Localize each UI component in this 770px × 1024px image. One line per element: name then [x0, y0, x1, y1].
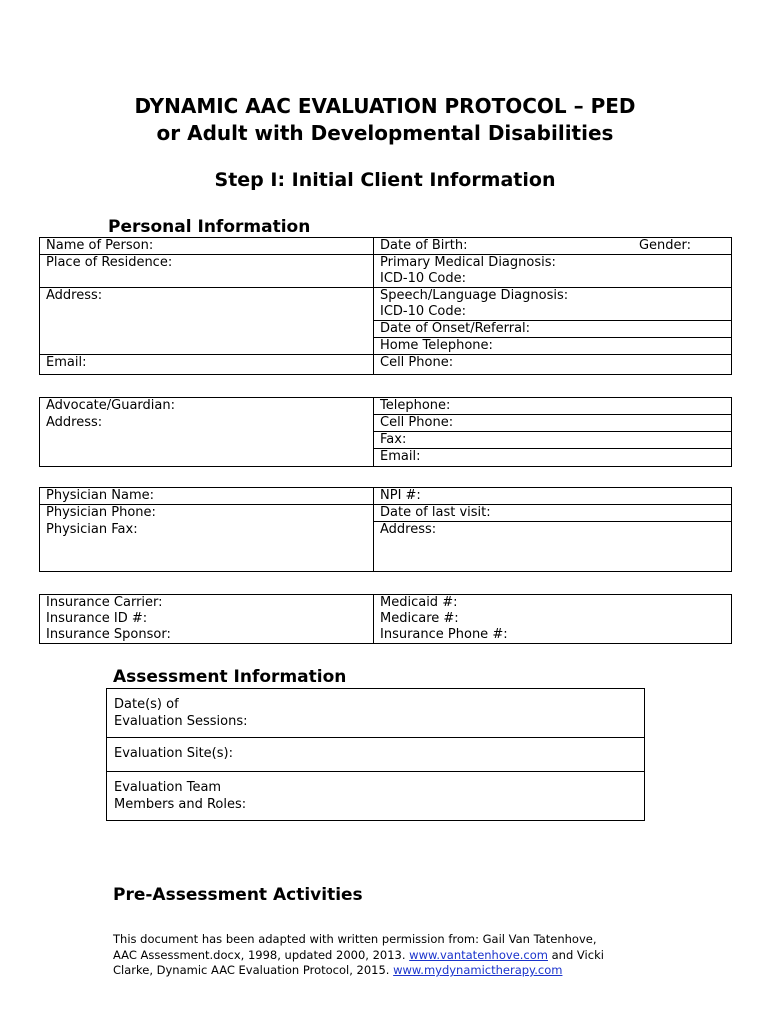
- label: Medicare #:: [380, 611, 459, 626]
- label: Speech/Language Diagnosis:: [380, 288, 569, 303]
- label: Evaluation Site(s):: [114, 746, 233, 761]
- label: Medicaid #:: [380, 595, 458, 610]
- title-line-1: DYNAMIC AAC EVALUATION PROTOCOL – PED: [134, 94, 636, 118]
- label: Date of Birth:: [380, 238, 468, 253]
- telephone-field[interactable]: [374, 398, 732, 415]
- label: Home Telephone:: [380, 338, 493, 353]
- insurance-sponsor-field[interactable]: [40, 627, 374, 644]
- advocate-table: [39, 397, 732, 467]
- label: ICD-10 Code:: [380, 304, 466, 319]
- address-field[interactable]: [40, 288, 374, 355]
- label: Place of Residence:: [46, 255, 173, 270]
- residence-field[interactable]: [40, 255, 374, 288]
- label: Date of Onset/Referral:: [380, 321, 531, 336]
- physician-fax-field[interactable]: [40, 522, 374, 572]
- title-line-2: or Adult with Developmental Disabilities: [156, 121, 614, 145]
- physician-name-field[interactable]: [40, 488, 374, 505]
- label: Insurance Phone #:: [380, 627, 508, 642]
- icd-code-2-field[interactable]: [374, 304, 732, 321]
- label: Date(s) of: [114, 697, 179, 712]
- label: Email:: [46, 355, 87, 370]
- physician-address-field[interactable]: [374, 522, 732, 572]
- evaluation-site-field[interactable]: [107, 738, 645, 772]
- label: Evaluation Sessions:: [114, 714, 248, 729]
- label: Email:: [380, 449, 421, 464]
- assessment-table: [106, 688, 645, 821]
- label: Insurance ID #:: [46, 611, 148, 626]
- medicaid-field[interactable]: [374, 595, 732, 612]
- label: Members and Roles:: [114, 797, 247, 812]
- insurance-id-field[interactable]: [40, 611, 374, 627]
- footer-text: AAC Assessment.docx, 1998, updated 2000, 2013.: [113, 947, 410, 962]
- evaluation-team-field[interactable]: [107, 772, 645, 821]
- label: Evaluation Team: [114, 780, 222, 795]
- email-field[interactable]: [40, 355, 374, 375]
- footer-text: and Vicki: [547, 947, 604, 962]
- personal-info-table: [39, 237, 732, 375]
- pre-assessment-heading: Pre-Assessment Activities: [113, 885, 363, 905]
- insurance-table: [39, 594, 732, 644]
- evaluation-dates-field[interactable]: [107, 689, 645, 738]
- label: Physician Fax:: [46, 521, 138, 537]
- medicare-field[interactable]: [374, 611, 732, 627]
- label: Name of Person:: [46, 238, 154, 253]
- icd-code-1-field[interactable]: [374, 271, 732, 288]
- document-title: [0, 93, 770, 147]
- physician-table: [39, 487, 732, 572]
- npi-field[interactable]: [374, 488, 732, 505]
- footer-line-2: [113, 948, 673, 964]
- assessment-info-heading: Assessment Information: [113, 667, 347, 687]
- label: Date of last visit:: [380, 505, 491, 520]
- footer-text: Clarke, Dynamic AAC Evaluation Protocol, 2015.: [113, 963, 394, 977]
- primary-diagnosis-field[interactable]: [374, 255, 732, 272]
- footer-line-1: This document has been adapted with written permission from: Gail Van Tatenhove,: [113, 932, 597, 946]
- label: Insurance Carrier:: [46, 595, 163, 610]
- advocate-address-field[interactable]: [40, 415, 374, 467]
- label: Physician Name:: [46, 488, 154, 503]
- advocate-fax-field[interactable]: [374, 432, 732, 449]
- last-visit-field[interactable]: [374, 505, 732, 522]
- mydynamictherapy-link[interactable]: www.mydynamictherapy.com: [393, 963, 563, 977]
- label: ICD-10 Code:: [380, 271, 466, 286]
- label: Fax:: [380, 432, 407, 447]
- label: Primary Medical Diagnosis:: [380, 255, 556, 270]
- label: Physician Phone:: [46, 505, 156, 520]
- label: Insurance Sponsor:: [46, 627, 171, 642]
- label: Address:: [46, 288, 103, 303]
- speech-diagnosis-field[interactable]: [374, 288, 732, 305]
- advocate-email-field[interactable]: [374, 449, 732, 467]
- physician-phone-field[interactable]: [40, 505, 374, 522]
- insurance-phone-field[interactable]: [374, 627, 732, 644]
- dob-field[interactable]: [374, 238, 732, 255]
- advocate-guardian-field[interactable]: [40, 398, 374, 415]
- gender-field[interactable]: Gender:: [638, 238, 691, 253]
- cell-phone-field[interactable]: [374, 355, 732, 375]
- vantatenhove-link[interactable]: www.vantatenhove.com: [409, 947, 548, 962]
- insurance-carrier-field[interactable]: [40, 595, 374, 612]
- label: Telephone:: [380, 398, 451, 413]
- label: Address:: [46, 414, 103, 430]
- label: Advocate/Guardian:: [46, 398, 175, 413]
- label: Address:: [380, 522, 437, 537]
- label: Cell Phone:: [380, 355, 454, 370]
- home-telephone-field[interactable]: [374, 338, 732, 355]
- attribution-footer: [113, 932, 673, 979]
- label: Cell Phone:: [380, 415, 454, 430]
- advocate-cell-field[interactable]: [374, 415, 732, 432]
- step-heading: Step I: Initial Client Information: [214, 169, 556, 191]
- name-of-person-field[interactable]: [40, 238, 374, 255]
- footer-line-3: [113, 963, 673, 979]
- label: NPI #:: [380, 488, 421, 503]
- personal-info-heading: Personal Information: [108, 217, 311, 237]
- onset-referral-field[interactable]: [374, 321, 732, 338]
